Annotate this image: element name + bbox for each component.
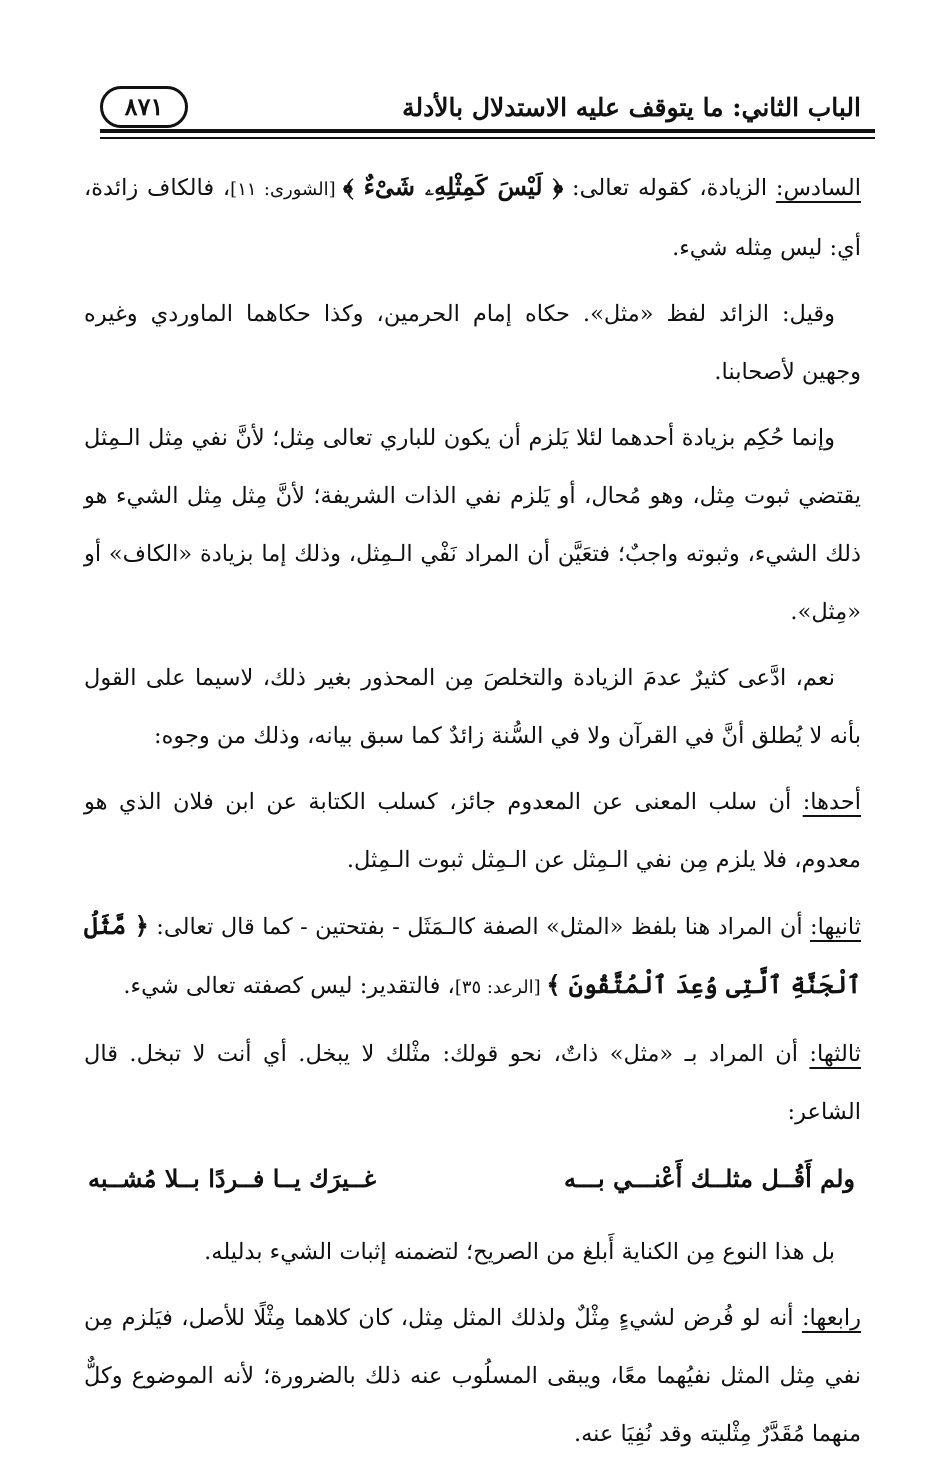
quran-quote: ﴿ لَيْسَ كَمِثْلِهِۦ شَىْءٌ ﴾: [342, 172, 564, 201]
paragraph-eloquence: بل هذا النوع مِن الكناية أَبلغ من الصريح؛ لتضمنه إثبات الشيء بدليله.: [204, 1239, 835, 1265]
chapter-title: الباب الثاني: ما يتوقف عليه الاستدلال بالأدلة: [402, 92, 861, 122]
section-lead: ثالثها:: [809, 1041, 861, 1067]
header-rule-thin: [100, 137, 875, 139]
poetry-verse: [84, 1149, 861, 1209]
paragraph-objection: نعم، ادَّعى كثيرٌ عدمَ الزيادة والتخلصَ مِن المحذور بغير ذلك، لاسيما على القول بأنه لا يُطلق أنَّ في القرآن ولا في السُّنة زائدٌ كما سبق بيانه، وذلك من وجوه:: [84, 665, 861, 749]
page-number: ٨٧١: [100, 86, 188, 128]
header-rule-thick: [100, 129, 875, 133]
paragraph-text: أن المراد هنا بلفظ «المثل» الصفة كالـمَثَل - بفتحتين - كما قال تعالى:: [148, 914, 811, 940]
paragraph-fourth: [84, 1289, 861, 1463]
quran-reference: [الرعد: ٣٥]: [454, 977, 547, 998]
paragraph-text: الزيادة، كقوله تعالى:: [563, 175, 776, 201]
paragraph-second: [84, 897, 861, 1017]
paragraph-text: أن المراد بـ «مثل» ذاتٌ، نحو قولك: مثْلك لا يبخل. أي أنت لا تبخل. قال الشاعر:: [84, 1041, 861, 1125]
paragraph-text: ، فالكاف زائدة، أي: ليس مِثله شيء.: [84, 175, 861, 261]
paragraph-sixth: [84, 158, 861, 277]
quran-reference: [الشورى: ١١]: [230, 179, 343, 200]
paragraph-first: [84, 773, 861, 889]
paragraph-reasoning: وإنما حُكِم بزيادة أحدهما لئلا يَلزم أن يكون للباري تعالى مِثل؛ لأنَّ نفي مِثل الـمِثل يقتضي ثبوت مِثل، وهو مُحال، أو يَلزم نفي الذات الشريفة؛ لأنَّ مِثل مِثل الشيء هو ذلك الشيء، وثبوته واجبٌ؛ فتعَيَّن أن المراد نَفْي الـمِثل، وذلك إما بزيادة «الكاف» أو «مِثل».: [84, 425, 861, 625]
section-lead: أحدها:: [802, 789, 861, 815]
paragraph-text: أنه لو فُرض لشيءٍ مِثْلٌ ولذلك المثل مِثل، كان كلاهما مِثْلًا للأصل، فيَلزم مِن نفي مِثل المثل نفيُهما معًا، ويبقى المسلُوب عنه ذلك بالضرورة؛ لأنه الموضوع وكلٌّ منهما مُقَدَّرٌ مِثْليته وقد نُفِيَا عنه.: [84, 1305, 861, 1447]
quran-quote: ﴿ مَّثَلُ ٱلْجَنَّةِ ٱلَّتِى وُعِدَ ٱلْمُتَّقُونَ ﴾: [84, 911, 861, 999]
section-lead: السادس:: [775, 175, 861, 201]
section-lead: ثانيها:: [810, 914, 861, 940]
paragraph-third: [84, 1025, 861, 1141]
verse-first-hemistich: ولم أَقُــل مثلــك أَعْنـــي بـــه: [564, 1164, 855, 1193]
paragraph-text: ، فالتقدير: ليس كصفته تعالى شيء.: [123, 973, 455, 999]
paragraph-view-two: وقيل: الزائد لفظ «مثل». حكاه إمام الحرمين، وكذا حكاهما الماوردي وغيره وجهين لأصحابنا.: [84, 301, 861, 385]
verse-second-hemistich: غــيرَك يــا فــردًا بــلا مُشــبه: [88, 1164, 376, 1193]
paragraph-text: أن سلب المعنى عن المعدوم جائز، كسلب الكتابة عن ابن فلان الذي هو معدوم، فلا يلزم مِن نفي الـمِثل عن الـمِثل ثبوت الـمِثل.: [84, 789, 861, 873]
section-lead: رابعها:: [801, 1305, 861, 1331]
body-text: [84, 158, 861, 1471]
page-header: [100, 82, 861, 132]
